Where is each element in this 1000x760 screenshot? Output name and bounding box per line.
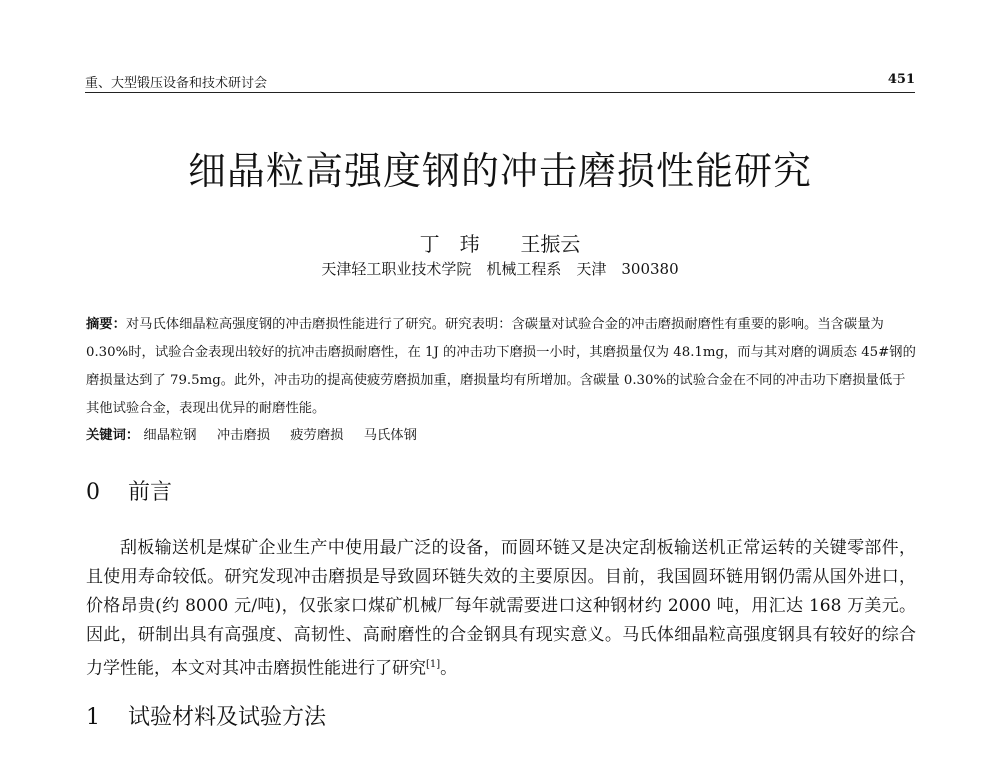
author: 丁 玮 [419,232,480,256]
abstract [86,311,916,423]
conference-name: 重、大型锻压设备和技术研讨会 [85,76,268,91]
keywords-label: 关键词： [86,428,140,443]
section-number: 1 [86,705,100,730]
keyword: 马氏体钢 [363,428,417,443]
abstract-label: 摘要： [86,317,126,332]
intro-paragraph [86,534,916,684]
keyword: 细晶粒钢 [143,428,197,443]
section-heading-intro [86,475,172,506]
affiliation: 天津轻工职业技术学院 机械工程系 天津 300380 [321,260,679,278]
intro-end: 。 [440,658,458,679]
section-title: 前言 [128,480,173,505]
section-heading-methods [86,700,326,731]
citation[interactable]: [1] [426,659,441,670]
keywords [86,424,433,443]
section-title: 试验材料及试验方法 [128,705,327,730]
author: 王振云 [520,232,581,256]
keyword: 冲击磨损 [216,428,271,443]
keyword: 疲劳磨损 [290,428,344,443]
paper-title: 细晶粒高强度钢的冲击磨损性能研究 [187,149,812,193]
abstract-text: 对马氏体细晶粒高强度钢的冲击磨损性能进行了研究。研究表明：含碳量对试验合金的冲击磨损耐磨性有重要的影响。当含碳量为 0.30%时，试验合金表现出较好的抗冲击磨损耐磨性，在 1J 的冲击功下磨损一小时，其磨损量仅为 48.1mg，而与其对磨的调质态 45#钢的磨损量达到了 79.5mg。此外，冲击功的提高使疲劳磨损加重，磨损量均有所增加。含碳量 0.30%的试验合金在不同的冲击功下磨损量低于其他试验合金，表现出优异的耐磨性能。 [86,317,916,416]
page-number: 451 [887,72,915,87]
intro-text: 刮板输送机是煤矿企业生产中使用最广泛的设备，而圆环链又是决定刮板输送机正常运转的关键零部件，且使用寿命较低。研究发现冲击磨损是导致圆环链失效的主要原因。目前，我国圆环链用钢仍需从国外进口，价格昂贵(约 8000 元/吨)，仅张家口煤矿机械厂每年就需要进口这种钢材约 2000 吨，用汇达 168 万美元。因此，研制出具有高强度、高韧性、高耐磨性的合金钢具有现实意义。马氏体细晶粒高强度钢具有较好的综合力学性能，本文对其冲击磨损性能进行了研究 [86,538,916,679]
running-header [85,70,915,93]
authors [0,228,1000,257]
section-number: 0 [86,480,100,505]
